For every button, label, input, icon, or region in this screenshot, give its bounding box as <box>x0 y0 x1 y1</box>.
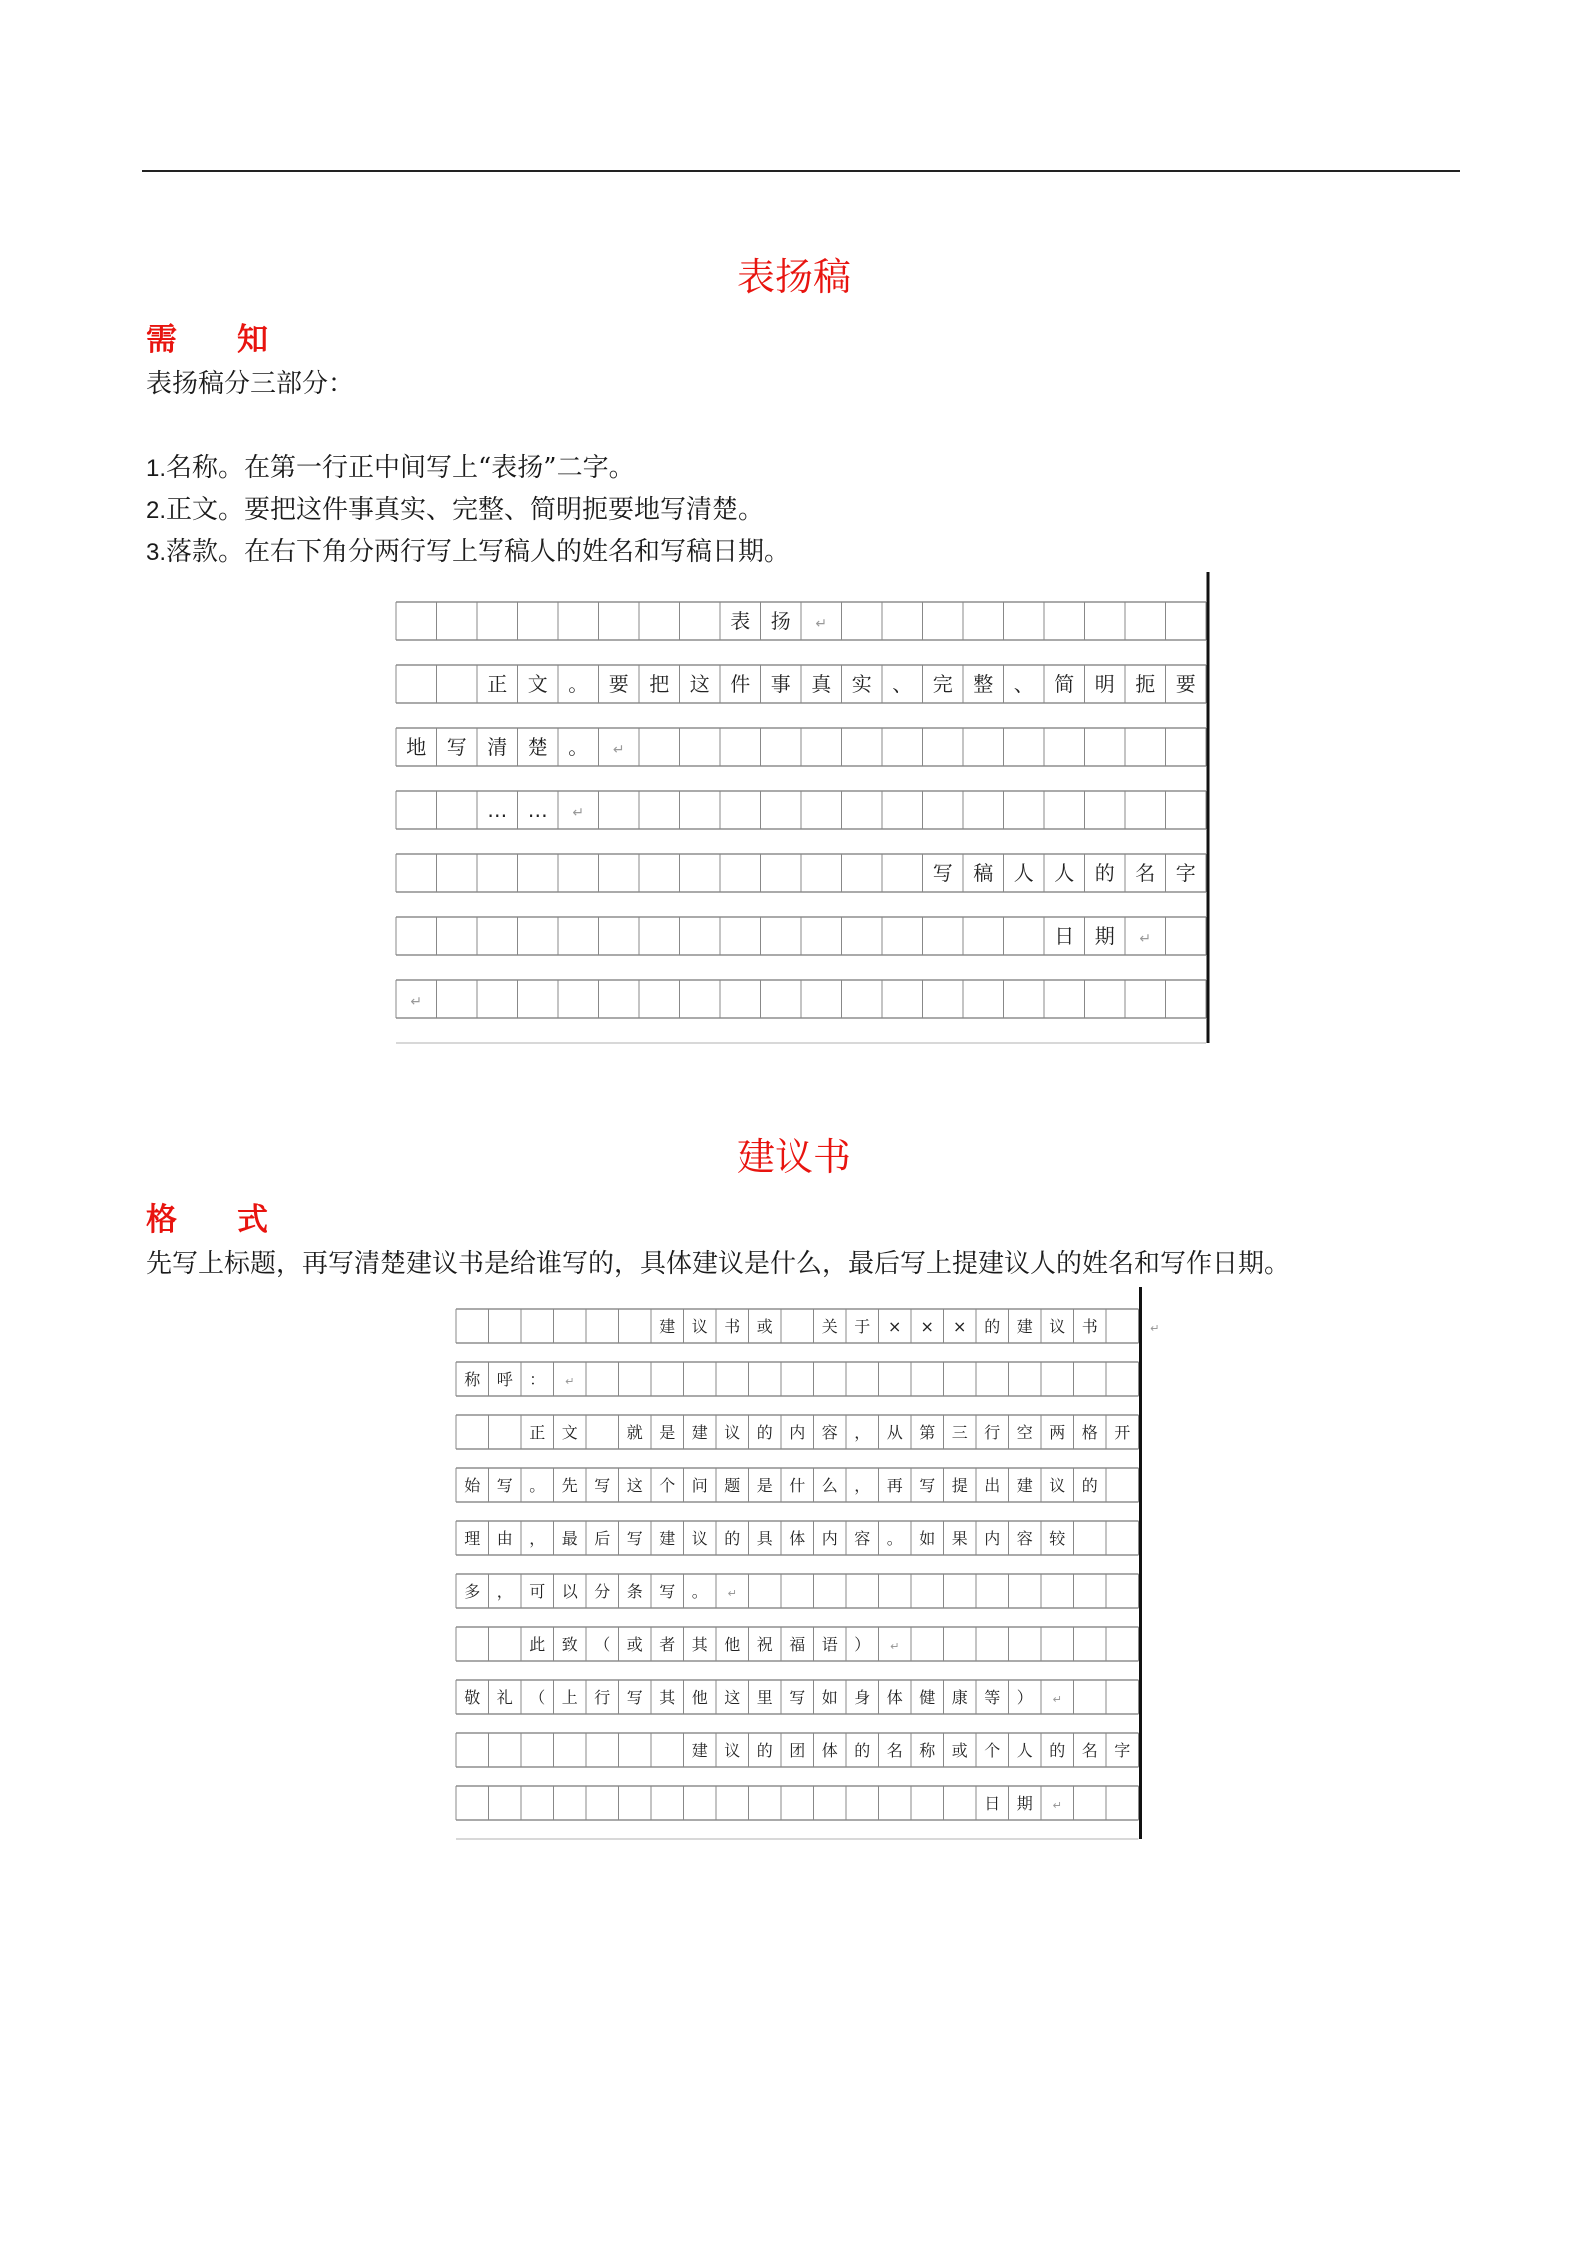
grid-char: 议 <box>724 1422 741 1442</box>
grid-char: 期 <box>1094 924 1115 949</box>
grid-char: 书 <box>724 1316 741 1336</box>
grid-char: 以 <box>561 1581 578 1601</box>
grid-char: 可 <box>529 1581 546 1601</box>
grid-char: 期 <box>1016 1793 1033 1813</box>
grid-char: 要 <box>1175 672 1196 697</box>
grid-char: ↵ <box>572 805 585 822</box>
grid-char: 建 <box>659 1316 676 1336</box>
grid-char: 这 <box>689 672 710 697</box>
grid-char: 开 <box>1114 1422 1131 1442</box>
grid-char: 关 <box>821 1316 838 1336</box>
grid-char: 人 <box>1054 861 1075 886</box>
grid-char: 日 <box>984 1793 1001 1813</box>
grid-char: 建 <box>691 1422 708 1442</box>
grid-char: 康 <box>951 1687 968 1707</box>
grid-char: 要 <box>608 672 629 697</box>
grid-char: 于 <box>854 1316 871 1336</box>
grid-char: 实 <box>851 672 872 697</box>
grid-char: 或 <box>756 1316 773 1336</box>
grid-char: 什 <box>789 1475 806 1495</box>
grid-char: 的 <box>724 1528 741 1548</box>
grid-char: 写 <box>626 1687 643 1707</box>
grid-char: 较 <box>1049 1528 1066 1548</box>
grid-char: 身 <box>854 1687 871 1707</box>
grid-char: ， <box>496 1581 513 1601</box>
grid-char: 。 <box>568 735 589 760</box>
grid-char: 健 <box>919 1687 936 1707</box>
grid-char: ↵ <box>815 616 828 633</box>
grid-char: 具 <box>756 1528 773 1548</box>
grid-char: ↵ <box>1052 1692 1062 1706</box>
grid-char: ↵ <box>612 742 625 759</box>
grid-char: 明 <box>1094 672 1115 697</box>
grid-char: × <box>920 1316 934 1336</box>
grid-char: 敬 <box>464 1687 481 1707</box>
proposal-intro: 先写上标题，再写清楚建议书是给谁写的，具体建议是什么，最后写上提建议人的姓名和写作日期。 <box>146 1249 1291 1279</box>
heading-format <box>146 1202 268 1238</box>
grid-char: 清 <box>487 735 508 760</box>
grid-char: 事 <box>770 672 791 697</box>
item-text: 名称。在第一行正中间写上“表扬”二字。 <box>166 453 635 483</box>
grid-char: 书 <box>1081 1316 1098 1336</box>
grid-char: 写 <box>932 861 953 886</box>
grid-char: 就 <box>626 1422 643 1442</box>
grid-char: 提 <box>951 1475 968 1495</box>
grid-char: 文 <box>527 672 548 697</box>
grid-char: 者 <box>659 1634 676 1654</box>
heading-format-b: 式 <box>237 1202 268 1238</box>
grid-char: 里 <box>756 1687 773 1707</box>
grid-char: 如 <box>919 1528 936 1548</box>
grid-char: ↵ <box>1150 1321 1160 1335</box>
grid-char: 的 <box>1049 1740 1066 1760</box>
grid-char: 件 <box>730 672 751 697</box>
grid-char: 议 <box>724 1740 741 1760</box>
grid-char: 再 <box>886 1475 903 1495</box>
grid-char: 条 <box>626 1581 643 1601</box>
grid-char: 人 <box>1013 861 1034 886</box>
grid-char: 语 <box>821 1634 838 1654</box>
item-number: 3. <box>146 539 167 566</box>
grid-char: 正 <box>487 672 508 697</box>
grid-char: 先 <box>561 1475 578 1495</box>
grid-char: 写 <box>789 1687 806 1707</box>
item-number: 2. <box>146 497 167 524</box>
grid-char: 议 <box>691 1528 708 1548</box>
grid-char: ↵ <box>410 994 423 1011</box>
grid-char: 容 <box>821 1422 838 1442</box>
grid-char: ↵ <box>565 1374 575 1388</box>
grid-char: 人 <box>1016 1740 1033 1760</box>
grid-char: 或 <box>626 1634 643 1654</box>
grid-char: 呼 <box>496 1369 513 1389</box>
grid-char: 分 <box>594 1581 611 1601</box>
grid-char: 由 <box>496 1528 513 1548</box>
grid-char: 他 <box>691 1687 708 1707</box>
grid-char: ↵ <box>1052 1798 1062 1812</box>
grid-char: 真 <box>811 672 832 697</box>
grid-char: 理 <box>464 1528 481 1548</box>
grid-char: 写 <box>594 1475 611 1495</box>
grid-char: 个 <box>984 1740 1001 1760</box>
grid-char: 团 <box>789 1740 806 1760</box>
item-text: 正文。要把这件事真实、完整、简明扼要地写清楚。 <box>166 495 765 525</box>
grid-char: 其 <box>659 1687 676 1707</box>
grid-char: 完 <box>932 672 953 697</box>
grid-char: 的 <box>1094 861 1115 886</box>
grid-char: 的 <box>1081 1475 1098 1495</box>
grid-char: 果 <box>951 1528 968 1548</box>
grid-char: ↵ <box>727 1586 737 1600</box>
grid-char: 两 <box>1049 1422 1066 1442</box>
grid-char: 字 <box>1175 861 1196 886</box>
grid-char: 格 <box>1081 1422 1098 1442</box>
grid-char: 问 <box>691 1475 708 1495</box>
grid-char: 始 <box>464 1475 481 1495</box>
grid-char: 他 <box>724 1634 741 1654</box>
grid-char: × <box>953 1316 967 1336</box>
grid-char: 写 <box>919 1475 936 1495</box>
grid-char: 出 <box>984 1475 1001 1495</box>
grid-char: 题 <box>724 1475 741 1495</box>
praise-item-1 <box>146 452 635 485</box>
grid-char: ） <box>854 1634 871 1654</box>
proposal-format-grid <box>452 1287 1160 1827</box>
grid-char: 名 <box>886 1740 903 1760</box>
grid-char: 么 <box>821 1475 838 1495</box>
grid-char: 写 <box>659 1581 676 1601</box>
grid-char: 后 <box>594 1528 611 1548</box>
grid-char: 或 <box>951 1740 968 1760</box>
grid-char: 的 <box>984 1316 1001 1336</box>
grid-char: ， <box>854 1475 871 1495</box>
grid-char: 内 <box>984 1528 1001 1548</box>
praise-format-grid <box>392 572 1210 1032</box>
grid-char: 容 <box>854 1528 871 1548</box>
grid-char: 、 <box>1013 672 1034 697</box>
grid-char: 体 <box>821 1740 838 1760</box>
grid-char: 如 <box>821 1687 838 1707</box>
grid-char: 福 <box>789 1634 806 1654</box>
grid-char: 体 <box>789 1528 806 1548</box>
heading-format-a: 格 <box>146 1202 177 1238</box>
grid-char: 内 <box>789 1422 806 1442</box>
grid-char: 称 <box>919 1740 936 1760</box>
grid-char: 行 <box>594 1687 611 1707</box>
grid-char: … <box>527 798 548 823</box>
grid-char: 从 <box>886 1422 903 1442</box>
grid-char: 称 <box>464 1369 481 1389</box>
grid-char: 祝 <box>756 1634 773 1654</box>
praise-intro: 表扬稿分三部分： <box>146 369 355 399</box>
grid-char: 等 <box>984 1687 1001 1707</box>
grid-char: 其 <box>691 1634 708 1654</box>
grid-char: 体 <box>886 1687 903 1707</box>
praise-item-3 <box>146 536 790 569</box>
grid-char: 。 <box>568 672 589 697</box>
item-text: 落款。在右下角分两行写上写稿人的姓名和写稿日期。 <box>166 537 791 567</box>
grid-char: （ <box>529 1687 546 1707</box>
grid-char: 写 <box>446 735 467 760</box>
grid-char: ↵ <box>890 1639 900 1653</box>
grid-char: 稿 <box>973 861 994 886</box>
grid-char: 个 <box>659 1475 676 1495</box>
grid-char: 议 <box>1049 1475 1066 1495</box>
heading-notice-a: 需 <box>146 322 177 358</box>
grid-char: 正 <box>529 1422 546 1442</box>
grid-char: 文 <box>561 1422 578 1442</box>
grid-char: 字 <box>1114 1740 1131 1760</box>
grid-char: 楚 <box>527 735 548 760</box>
grid-char: 空 <box>1016 1422 1033 1442</box>
grid-char: 的 <box>756 1740 773 1760</box>
grid-char: 容 <box>1016 1528 1033 1548</box>
grid-char: 日 <box>1054 924 1075 949</box>
grid-char: 表 <box>730 609 751 634</box>
grid-char: 行 <box>984 1422 1001 1442</box>
grid-char: 建 <box>1016 1316 1033 1336</box>
grid-char: 名 <box>1135 861 1156 886</box>
grid-char: 这 <box>724 1687 741 1707</box>
grid-char: 的 <box>756 1422 773 1442</box>
grid-char: 的 <box>854 1740 871 1760</box>
grid-char: 地 <box>406 735 427 760</box>
grid-char: （ <box>594 1634 611 1654</box>
grid-char: 三 <box>951 1422 968 1442</box>
grid-char: 是 <box>756 1475 773 1495</box>
grid-char: 扬 <box>770 609 791 634</box>
grid-char: … <box>487 798 508 823</box>
grid-char: 上 <box>561 1687 578 1707</box>
grid-char: 建 <box>1016 1475 1033 1495</box>
heading-notice <box>146 322 268 358</box>
grid-char: ） <box>1016 1687 1033 1707</box>
grid-char: ： <box>529 1369 546 1389</box>
grid-char: 。 <box>691 1581 708 1601</box>
grid-char: 此 <box>529 1634 546 1654</box>
grid-char: 议 <box>691 1316 708 1336</box>
grid-char: 名 <box>1081 1740 1098 1760</box>
grid-char: 多 <box>464 1581 481 1601</box>
grid-char: 把 <box>649 672 670 697</box>
grid-char: 建 <box>659 1528 676 1548</box>
grid-char: × <box>888 1316 902 1336</box>
grid-char: 致 <box>561 1634 578 1654</box>
grid-char: 最 <box>561 1528 578 1548</box>
heading-notice-b: 知 <box>237 322 268 358</box>
grid-char: 是 <box>659 1422 676 1442</box>
grid-char: 第 <box>919 1422 936 1442</box>
grid-char: 简 <box>1054 672 1075 697</box>
grid-char: 整 <box>973 672 994 697</box>
praise-item-2 <box>146 494 764 527</box>
grid-char: 内 <box>821 1528 838 1548</box>
grid-char: 。 <box>529 1475 546 1495</box>
grid-char: 写 <box>496 1475 513 1495</box>
grid-char: 写 <box>626 1528 643 1548</box>
grid-char: 、 <box>892 672 913 697</box>
grid-char: ↵ <box>1139 931 1152 948</box>
header-rule <box>142 170 1460 172</box>
grid-char: 议 <box>1049 1316 1066 1336</box>
grid-char: ， <box>529 1528 546 1548</box>
grid-char: 建 <box>691 1740 708 1760</box>
section-title-proposal: 建议书 <box>736 1135 851 1179</box>
grid-char: 礼 <box>496 1687 513 1707</box>
grid-char: 。 <box>886 1528 903 1548</box>
grid-char: 扼 <box>1135 672 1156 697</box>
item-number: 1. <box>146 455 167 482</box>
grid-char: 这 <box>626 1475 643 1495</box>
section-title-praise: 表扬稿 <box>736 255 851 299</box>
grid-char: ， <box>854 1422 871 1442</box>
